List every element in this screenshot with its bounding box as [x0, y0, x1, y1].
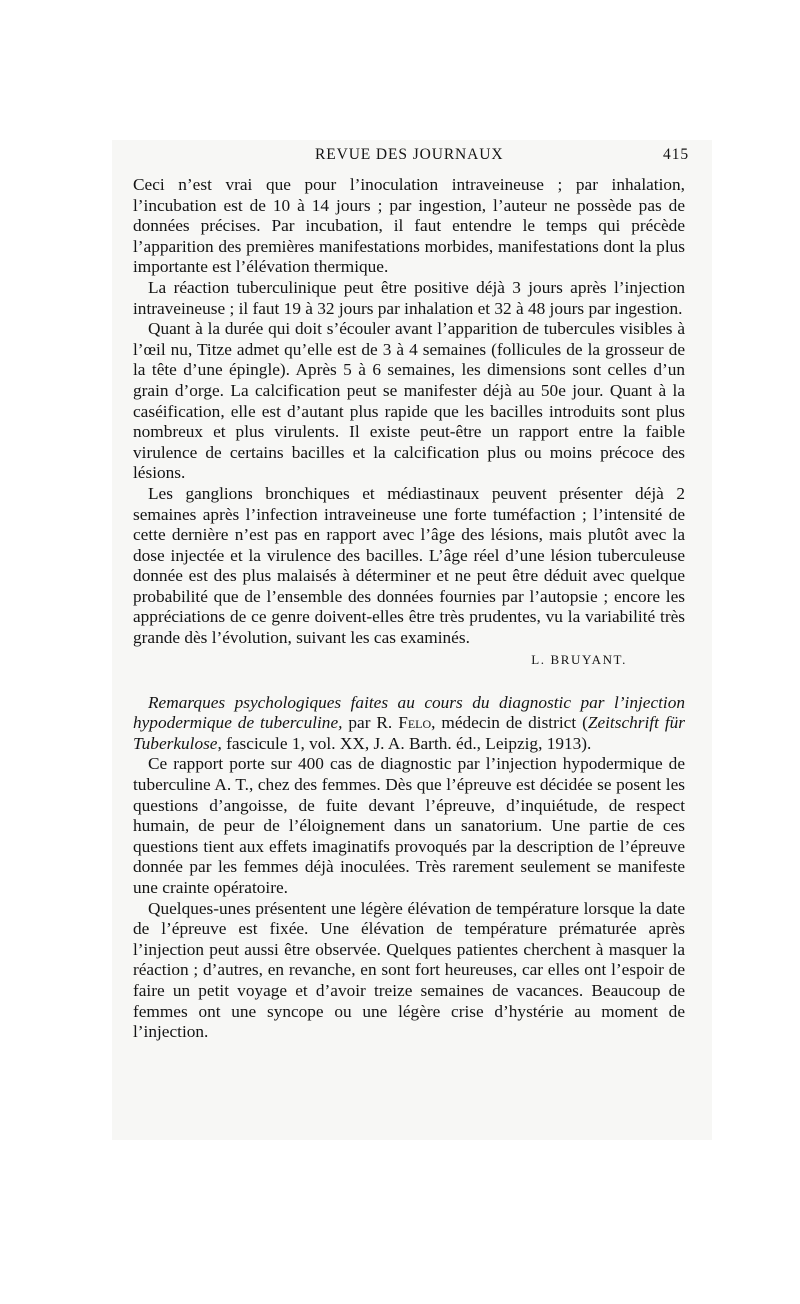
- article2-title: Remarques psychologiques faites au cours du diagnostic par l’injection hypodermique de tuberculine,: [133, 692, 685, 733]
- article2-heading: [133, 693, 685, 755]
- article1-paragraph-1: Ceci n’est vrai que pour l’inoculation intraveineuse ; par inhalation, l’incubation est de 10 à 14 jours ; par ingestion, l’auteur ne possède pas de données précises. Par incubation, il faut entendre le temps qui précède l’apparition des premières manifestations morbides, manifestations dont la plus importante est l’élévation thermique.: [133, 175, 685, 277]
- article2-citation: , fascicule 1, vol. XX, J. A. Barth. éd., Leipzig, 1913).: [217, 733, 592, 753]
- article2-paragraph-2: Quelques-unes présentent une légère élévation de température lorsque la date de l’épreuve est fixée. Une élévation de température prématurée après l’injection peut aussi être observée. Quelques patientes cherchent à masquer la réaction ; d’autres, en revanche, en sont fort heureuses, car elles ont l’espoir de faire un petit voyage et d’avoir treize semaines de vacances. Beaucoup de femmes ont une syncope ou une légère crise d’hystérie au moment de l’injection.: [133, 898, 685, 1042]
- article2-by: par R.: [342, 713, 399, 733]
- page-text: [133, 146, 689, 1043]
- page-number: 415: [663, 146, 689, 163]
- article2-journal: Zeitschrift für Tuberkulose: [133, 713, 686, 753]
- running-title: REVUE DES JOURNAUX: [315, 146, 504, 163]
- article2-author: Felo: [398, 713, 432, 733]
- article1-paragraph-3: Quant à la durée qui doit s’écouler avant l’apparition de tubercules visibles à l’œil nu, Titze admet qu’elle est de 3 à 4 semaines (follicules de la grosseur de la tête d’une épingle). Après 5 à 6 semaines, les dimensions sont celles d’un grain d’orge. La calcification peut se manifester déjà au 50e jour. Quant à la caséification, elle est d’autant plus rapide que les bacilles introduits sont plus nombreux et plus virulents. Il existe peut-être un rapport entre la faible virulence de certains bacilles et la calcification plus ou moins précoce des lésions.: [133, 319, 685, 483]
- article1-paragraph-2: La réaction tuberculinique peut être positive déjà 3 jours après l’injection intraveineuse ; il faut 19 à 32 jours par inhalation et 32 à 48 jours par ingestion.: [133, 277, 685, 318]
- page-header: [133, 146, 689, 168]
- article1-signature: L. BRUYANT.: [531, 651, 627, 667]
- article2-paragraph-1: Ce rapport porte sur 400 cas de diagnostic par l’injection hypodermique de tuberculine A. T., chez des femmes. Dès que l’épreuve est décidée se posent les questions d’angoisse, de fuite devant l’épreuve, d’inquiétude, de respect humain, de peur de l’éloignement dans un sanatorium. Une partie de ces questions tient aux effets imaginatifs provoqués par la description de l’épreuve donnée par les femmes déjà inoculées. Très rarement seulement se manifeste une crainte opératoire.: [133, 754, 685, 897]
- article1-paragraph-4: Les ganglions bronchiques et médiastinaux peuvent présenter déjà 2 semaines après l’infection intraveineuse une forte tuméfaction ; l’intensité de cette dernière n’est pas en rapport avec l’âge des lésions, mais plutôt avec la dose injectée et la virulence des bacilles. L’âge réel d’une lésion tuberculeuse donnée est des plus malaisés à déterminer et ne peut être déduit avec quelque probabilité que de l’ensemble des données fournies par l’autopsie ; encore les appréciations de ce genre doivent-elles être très prudentes, vu la variabilité très grande dès l’évolution, suivant les cas examinés.: [133, 483, 685, 648]
- article2-role: , médecin de district (: [431, 713, 588, 733]
- section-gap: [133, 671, 685, 693]
